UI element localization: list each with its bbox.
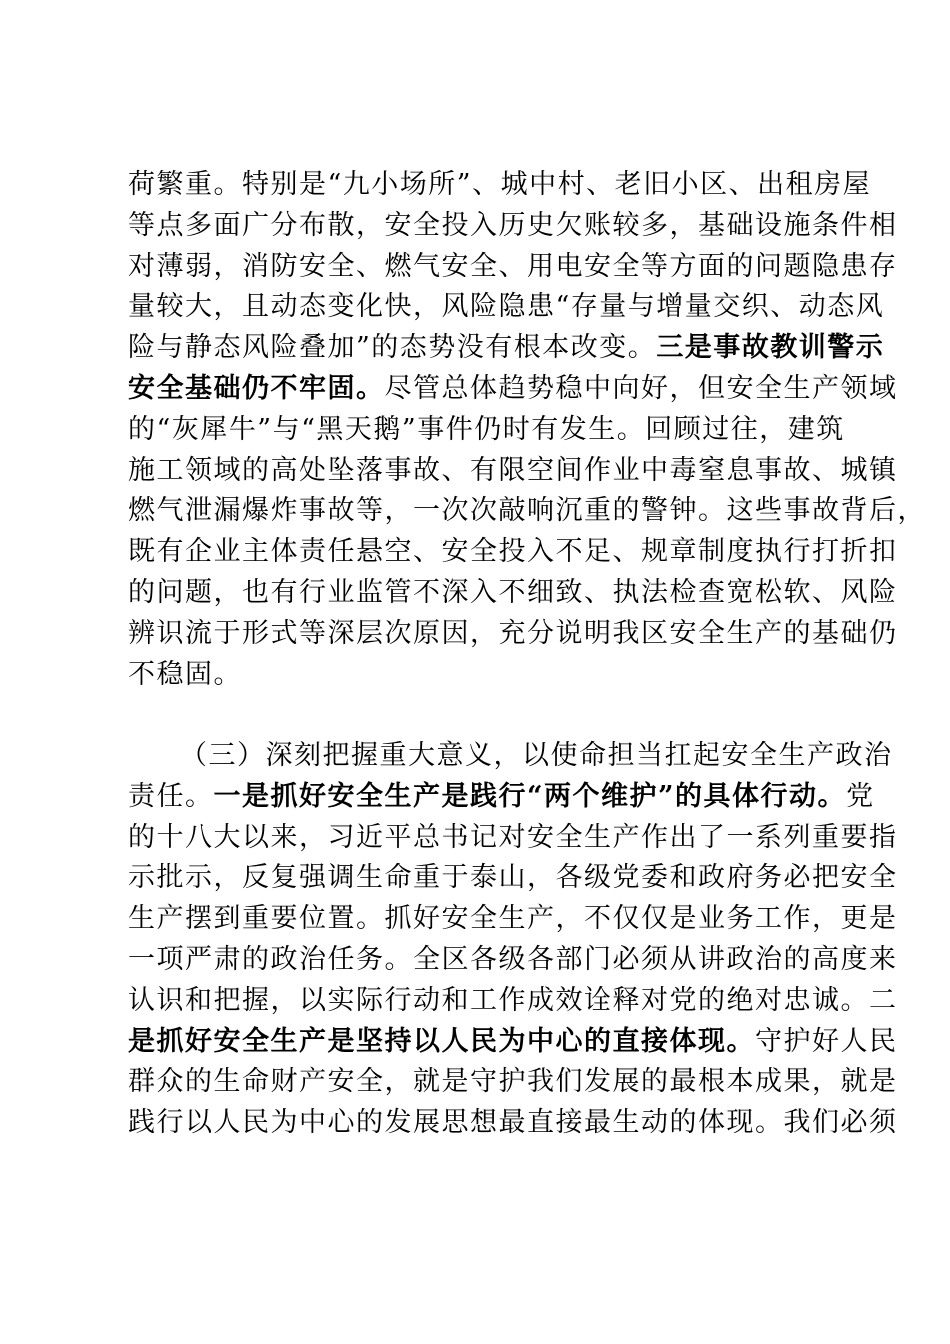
p2-line-8 [128, 1022, 898, 1063]
text-run: 险与静态风险叠加”的态势没有根本改变。 [128, 332, 657, 364]
text-run: 的“灰犀牛”与“黑天鹅”事件仍时有发生。回顾过往，建筑 [128, 413, 845, 445]
p1-line-12 [128, 614, 898, 655]
p2-line-10 [128, 1103, 898, 1144]
p1-line-1 [128, 165, 872, 206]
paragraph-1 [128, 165, 926, 695]
text-run: 尽管总体趋势稳中向好，但安全生产领域 [384, 372, 898, 404]
p1-line-11 [128, 573, 898, 614]
p1-line-6 [128, 369, 898, 410]
text-run: 生产摆到重要位置。抓好安全生产，不仅仅是业务工作，更是 [128, 903, 898, 935]
text-run: 的十八大以来，习近平总书记对安全生产作出了一系列重要指 [128, 821, 898, 853]
text-run: 示批示，反复强调生命重于泰山，各级党委和政府务必把安全 [128, 862, 898, 894]
text-run: 责任。 [128, 780, 214, 812]
p2-line-6 [128, 940, 898, 981]
text-run: 群众的生命财产安全，就是守护我们发展的最根本成果，就是 [128, 1066, 898, 1098]
text-run: 不稳固。 [128, 658, 242, 690]
text-run: 等点多面广分布散，安全投入历史欠账较多，基础设施条件相 [128, 209, 898, 241]
bold-heading-run: 安全基础仍不牢固。 [128, 372, 385, 404]
bold-heading-run: 一是抓好安全生产是践行“两个维护”的具体行动。 [213, 780, 847, 812]
text-run: 党 [846, 780, 875, 812]
p1-line-9 [128, 491, 926, 532]
p1-line-5 [128, 328, 885, 369]
p2-line-4 [128, 858, 898, 899]
p2-line-9 [128, 1062, 898, 1103]
paragraph-2 [128, 736, 898, 1144]
text-run: 认识和把握，以实际行动和工作成效诠释对党的绝对忠诚。二 [128, 984, 898, 1016]
text-run: 的问题，也有行业监管不深入不细致、执法检查宽松软、风险 [128, 576, 898, 608]
bold-heading-run: 是抓好安全生产是坚持以人民为中心的直接体现。 [128, 1025, 755, 1057]
p2-line-5 [128, 899, 898, 940]
bold-heading-run: 三是事故教训警示 [656, 332, 885, 364]
p2-line-7 [128, 981, 898, 1022]
text-run: 一项严肃的政治任务。全区各级各部门必须从讲政治的高度来 [128, 943, 898, 975]
p1-line-3 [128, 247, 898, 288]
p1-line-4 [128, 287, 885, 328]
text-run: 守护好人民 [755, 1025, 898, 1057]
text-run: 践行以人民为中心的发展思想最直接最生动的体现。我们必须 [128, 1107, 898, 1139]
p2-line-1 [128, 736, 893, 777]
text-run: 燃气泄漏爆炸事故等，一次次敲响沉重的警钟。这些事故背后， [128, 495, 926, 527]
p1-line-7 [128, 410, 845, 451]
p1-line-2 [128, 206, 898, 247]
text-run: 量较大，且动态变化快，风险隐患“存量与增量交织、动态风 [128, 291, 885, 323]
p1-line-13 [128, 655, 838, 696]
p2-line-3 [128, 818, 898, 859]
text-run: 施工领域的高处坠落事故、有限空间作业中毒窒息事故、城镇 [128, 454, 898, 486]
text-run: 既有企业主体责任悬空、安全投入不足、规章制度执行打折扣 [128, 536, 898, 568]
text-run: 对薄弱，消防安全、燃气安全、用电安全等方面的问题隐患存 [128, 250, 898, 282]
text-run: 荷繁重。特别是“九小场所”、城中村、老旧小区、出租房屋 [128, 169, 872, 200]
section-heading-run: （三）深刻把握重大意义，以使命担当扛起安全生产政治 [180, 740, 893, 771]
p1-line-8 [128, 451, 898, 492]
p1-line-10 [128, 532, 898, 573]
text-run: 辨识流于形式等深层次原因，充分说明我区安全生产的基础仍 [128, 617, 898, 649]
p2-line-2 [128, 777, 875, 818]
